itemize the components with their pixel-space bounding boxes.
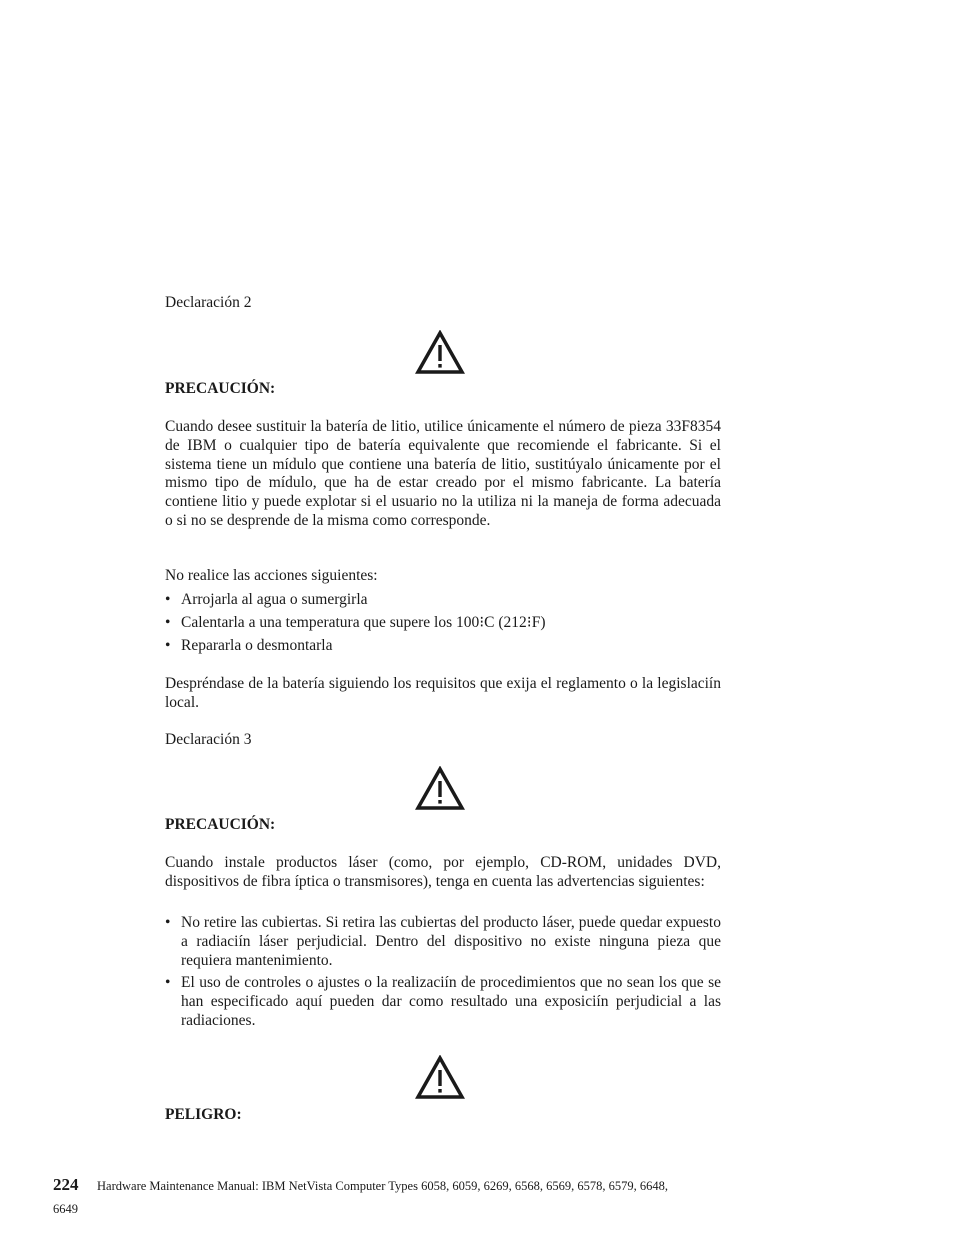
warning-triangle-icon xyxy=(415,766,465,811)
warning-triangle-icon xyxy=(415,1055,465,1100)
footer-title: Hardware Maintenance Manual: IBM NetVista Computer Types 6058, 6059, 6269, 6568, 6569, 6578, 6579, 6648, xyxy=(97,1179,668,1193)
list-item: • El uso de controles o ajustes o la realizaciín de procedimientos que no sean los que se han especificado aquí pueden dar como resultado una exposiciín perjudicial a las radiaciones. xyxy=(165,974,721,1030)
caution-label: PRECAUCIÓN: xyxy=(165,380,276,397)
list-item: • Repararla o desmontarla xyxy=(165,637,721,656)
laser-caution-paragraph: Cuando instale productos láser (como, por ejemplo, CD-ROM, unidades DVD, dispositivos de fibra íptica o transmisores), tenga en cuenta las advertencias siguientes: xyxy=(165,854,721,890)
battery-prohibited-actions-list xyxy=(165,591,721,659)
battery-disposal-paragraph: Despréndase de la batería siguiendo los requisitos que exija el reglamento o la legislaciín local. xyxy=(165,675,721,711)
caution-label: PRECAUCIÓN: xyxy=(165,816,276,833)
statement-2-heading: Declaración 2 xyxy=(165,294,252,311)
list-intro: No realice las acciones siguientes: xyxy=(165,567,378,584)
list-item: • No retire las cubiertas. Si retira las cubiertas del producto láser, puede quedar expuesto a radiaciín láser perjudicial. Dentro del dispositivo no existe ninguna pieza que requiera mantenimiento. xyxy=(165,914,721,970)
danger-label: PELIGRO: xyxy=(165,1106,242,1123)
page-number: 224 xyxy=(53,1175,79,1194)
list-item: • Arrojarla al agua o sumergirla xyxy=(165,591,721,610)
footer-title-continued: 6649 xyxy=(53,1202,78,1216)
battery-caution-paragraph: Cuando desee sustituir la batería de litio, utilice únicamente el número de pieza 33F8354 de IBM o cualquier tipo de batería equivalente que recomiende el fabricante. Si el sistema tiene un mídulo que contiene una batería de litio, sustitúyalo únicamente por el mismo tipo de mídulo, que ha de estar creado por el mismo fabricante. La batería contiene litio y puede explotar si el usuario no la utiliza ni la maneja de forma adecuada o si no se desprende de la misma como corresponde. xyxy=(165,418,721,529)
list-item: • Calentarla a una temperatura que supere los 100⁝C (212⁝F) xyxy=(165,614,721,633)
laser-warnings-list xyxy=(165,914,721,1035)
warning-triangle-icon xyxy=(415,330,465,375)
statement-3-heading: Declaración 3 xyxy=(165,731,252,748)
